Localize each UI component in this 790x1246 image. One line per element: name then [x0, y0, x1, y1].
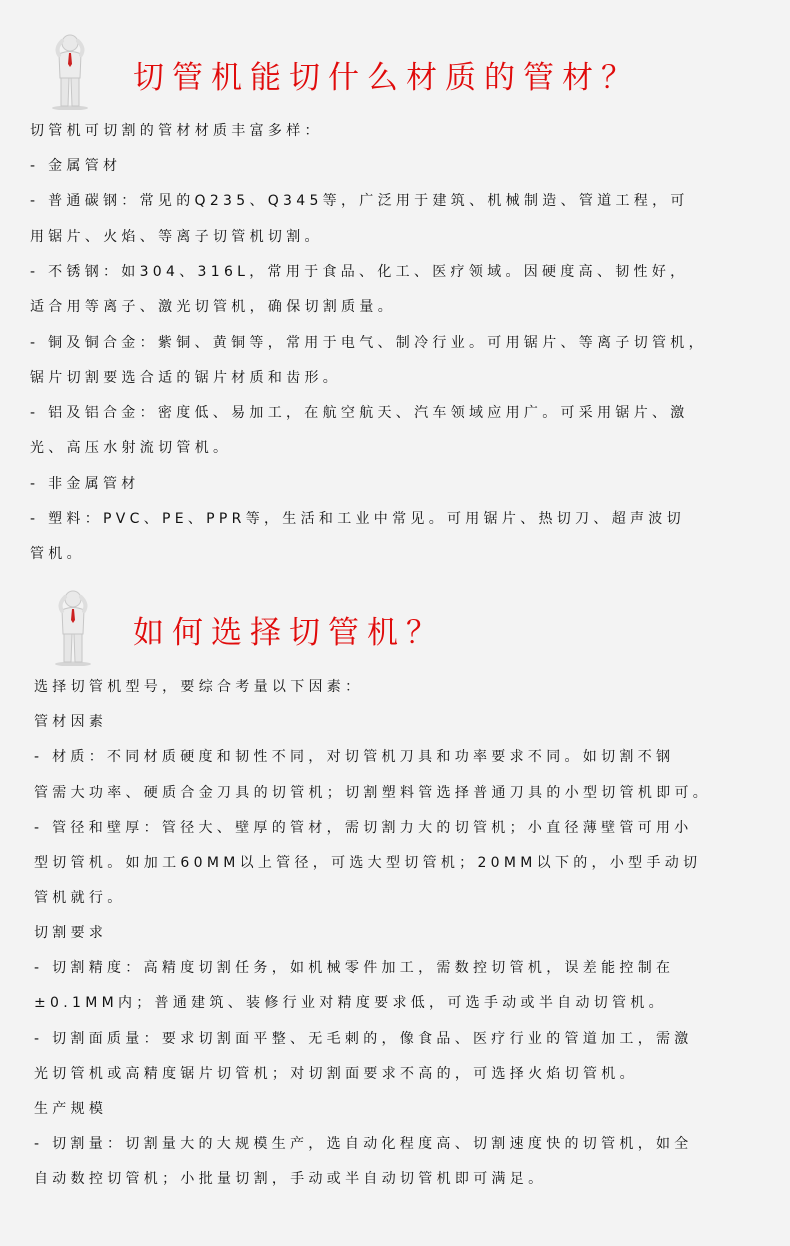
- paragraph-line: 用锯片、火焰、等离子切管机切割。: [30, 229, 323, 245]
- subheading-nonmetal: - 非金属管材: [30, 476, 140, 492]
- paragraph-line: - 管径和壁厚：管径大、壁厚的管材，需切割力大的切管机；小直径薄壁管可用小: [34, 820, 693, 836]
- subheading-production-scale: 生产规模: [34, 1101, 108, 1117]
- paragraph-line: 适合用等离子、激光切管机，确保切割质量。: [30, 299, 396, 315]
- paragraph-line: 光切管机或高精度锯片切管机；对切割面要求不高的，可选择火焰切管机。: [34, 1066, 638, 1082]
- paragraph-line: - 不锈钢：如304、316L，常用于食品、化工、医疗领域。因硬度高、韧性好，: [30, 264, 689, 280]
- intro-text: 选择切管机型号，要综合考量以下因素：: [34, 679, 364, 695]
- paragraph-line: ±0.1MM内；普通建筑、装修行业对精度要求低，可选手动或半自动切管机。: [34, 995, 667, 1011]
- paragraph-line: 管需大功率、硬质合金刀具的切管机；切割塑料管选择普通刀具的小型切管机即可。: [34, 785, 712, 801]
- paragraph-line: 锯片切割要选合适的锯片材质和齿形。: [30, 370, 342, 386]
- subheading-cutting-requirements: 切割要求: [34, 925, 108, 941]
- subheading-metal: - 金属管材: [30, 158, 122, 174]
- paragraph-line: 光、高压水射流切管机。: [30, 440, 232, 456]
- paragraph-line: - 普通碳钢：常见的Q235、Q345等，广泛用于建筑、机械制造、管道工程，可: [30, 193, 689, 209]
- subheading-pipe-factors: 管材因素: [34, 714, 108, 730]
- paragraph-line: - 切割面质量：要求切割面平整、无毛刺的，像食品、医疗行业的管道加工，需激: [34, 1031, 693, 1047]
- paragraph-line: 管机。: [30, 546, 85, 562]
- paragraph-line: - 切割精度：高精度切割任务，如机械零件加工，需数控切管机，误差能控制在: [34, 960, 675, 976]
- thinking-person-icon: [50, 588, 96, 666]
- thinking-person-icon: [47, 32, 93, 110]
- paragraph-line: 管机就行。: [34, 890, 126, 906]
- section-title: 如何选择切管机？: [133, 615, 445, 651]
- paragraph-line: - 材质：不同材质硬度和韧性不同，对切管机刀具和功率要求不同。如切割不钢: [34, 749, 675, 765]
- paragraph-line: - 铝及铝合金：密度低、易加工，在航空航天、汽车领域应用广。可采用锯片、激: [30, 405, 689, 421]
- paragraph-line: - 塑料：PVC、PE、PPR等，生活和工业中常见。可用锯片、热切刀、超声波切: [30, 511, 685, 527]
- intro-text: 切管机可切割的管材材质丰富多样：: [30, 123, 323, 139]
- paragraph-line: 型切管机。如加工60MM以上管径，可选大型切管机；20MM以下的，小型手动切: [34, 855, 702, 871]
- paragraph-line: - 切割量：切割量大的大规模生产，选自动化程度高、切割速度快的切管机，如全: [34, 1136, 693, 1152]
- section-title: 切管机能切什么材质的管材？: [133, 60, 640, 96]
- paragraph-line: 自动数控切管机；小批量切割，手动或半自动切管机即可满足。: [34, 1171, 547, 1187]
- paragraph-line: - 铜及铜合金：紫铜、黄铜等，常用于电气、制冷行业。可用锯片、等离子切管机，: [30, 335, 707, 351]
